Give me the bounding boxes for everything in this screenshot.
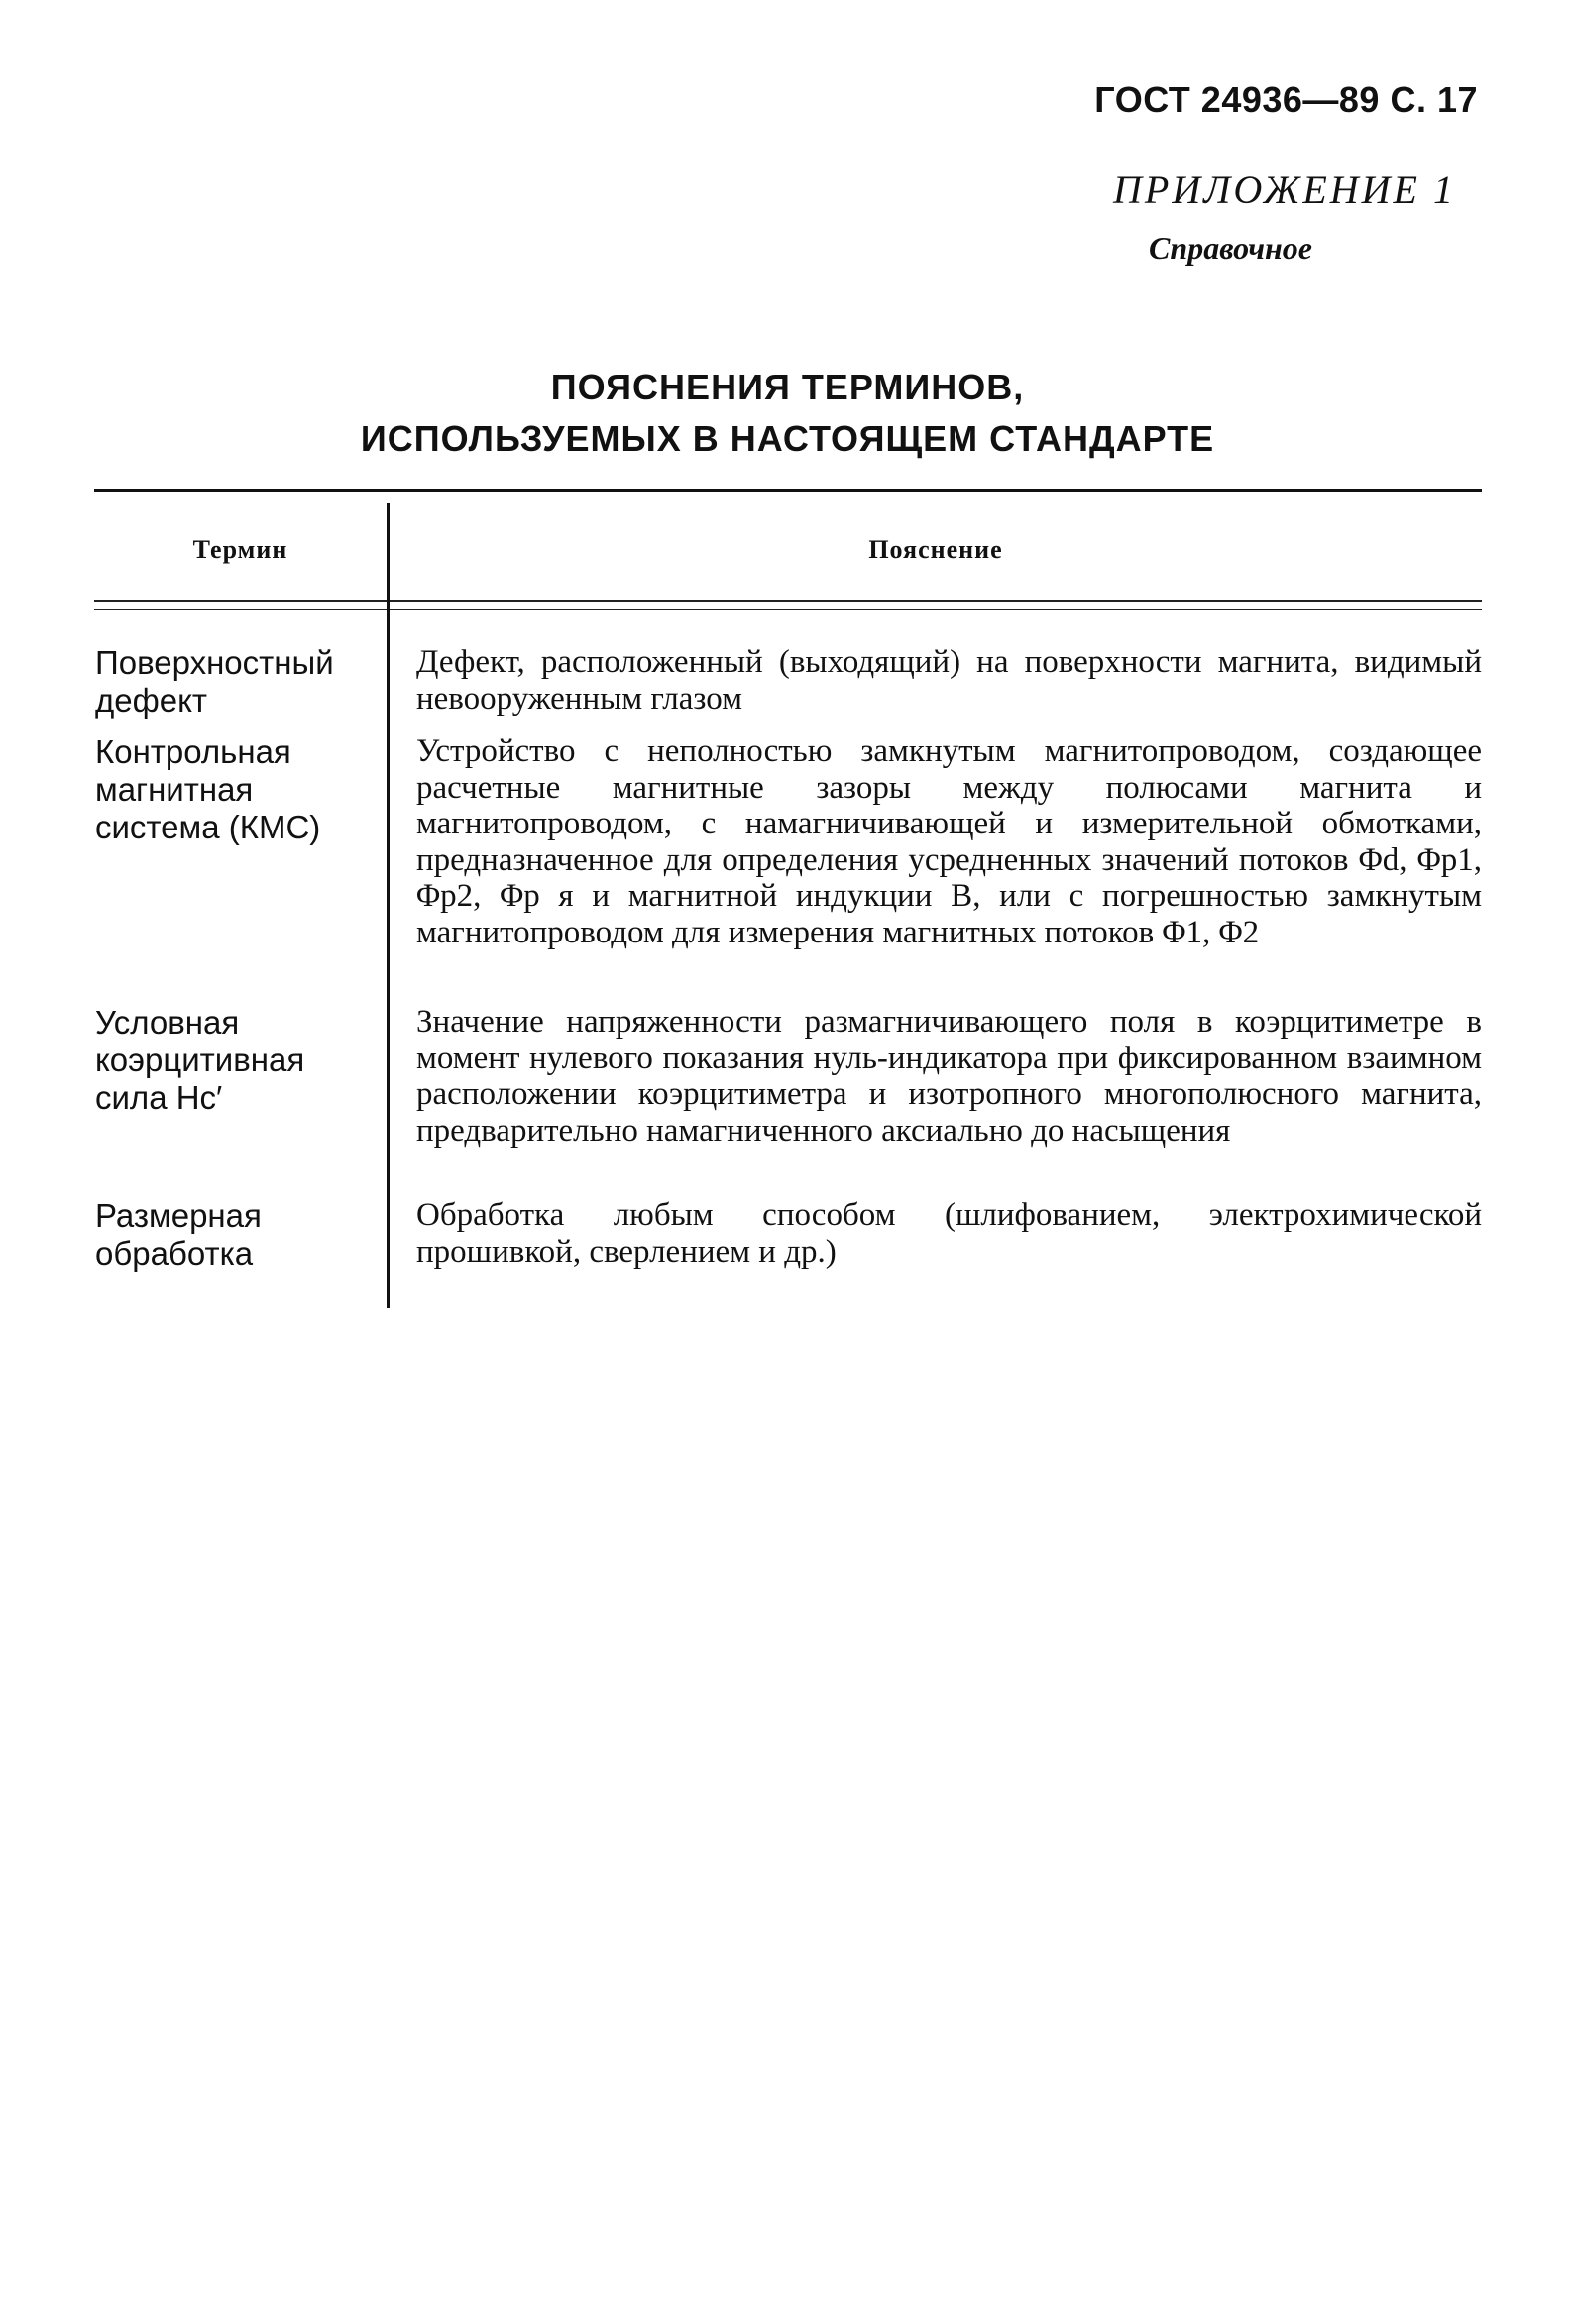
explanation-coercive-force: Значение напряженности размагничивающего поля в коэрцитиметре в момент нулевого показания нуль-индикатора при фиксированном взаимном расположении коэрцитиметра и изотропного многополюсного магнита, предварительно намагниченного аксиально до насыщения xyxy=(416,1004,1482,1149)
explanation-dimensional-machining: Обработка любым способом (шлифованием, электрохимической прошивкой, сверлением и др.) xyxy=(416,1197,1482,1270)
explanation-surface-defect: Дефект, расположенный (выходящий) на поверхности магнита, видимый невооруженным глазом xyxy=(416,644,1482,717)
column-divider xyxy=(387,503,390,1308)
header-bottom-rule xyxy=(94,600,1482,602)
term-surface-defect: Поверхностный дефект xyxy=(95,644,334,719)
annex-label: ПРИЛОЖЕНИЕ 1 xyxy=(1113,167,1456,212)
column-header-term: Термин xyxy=(192,535,288,564)
title-line-1: ПОЯСНЕНИЯ ТЕРМИНОВ, xyxy=(550,367,1025,407)
document-title xyxy=(0,362,1575,465)
annex-type: Справочное xyxy=(1149,230,1312,266)
title-line-2: ИСПОЛЬЗУЕМЫХ В НАСТОЯЩЕМ СТАНДАРТЕ xyxy=(360,418,1215,459)
explanation-control-magnetic-system: Устройство с неполностью замкнутым магнитопроводом, создающее расчетные магнитные зазоры между полюсами магнита и магнитопроводом, с намагничивающей и измерительной обмотками, предназначенное для определения усредненных значений потоков Φd, Φp1, Φp2, Φp я и магнитной индукции B, или с погрешностью замкнутым магнитопроводом для измерения магнитных потоков Φ1, Φ2 xyxy=(416,733,1482,950)
header-bottom-rule-2 xyxy=(94,609,1482,610)
table-top-rule xyxy=(94,489,1482,492)
term-coercive-force: Условная коэрцитивная сила Hс′ xyxy=(95,1004,305,1116)
term-dimensional-machining: Размерная обработка xyxy=(95,1197,262,1272)
page-header: ГОСТ 24936—89 С. 17 xyxy=(1094,79,1478,120)
column-header-explanation: Пояснение xyxy=(868,535,1003,564)
term-control-magnetic-system: Контрольная магнитная система (КМС) xyxy=(95,733,321,845)
